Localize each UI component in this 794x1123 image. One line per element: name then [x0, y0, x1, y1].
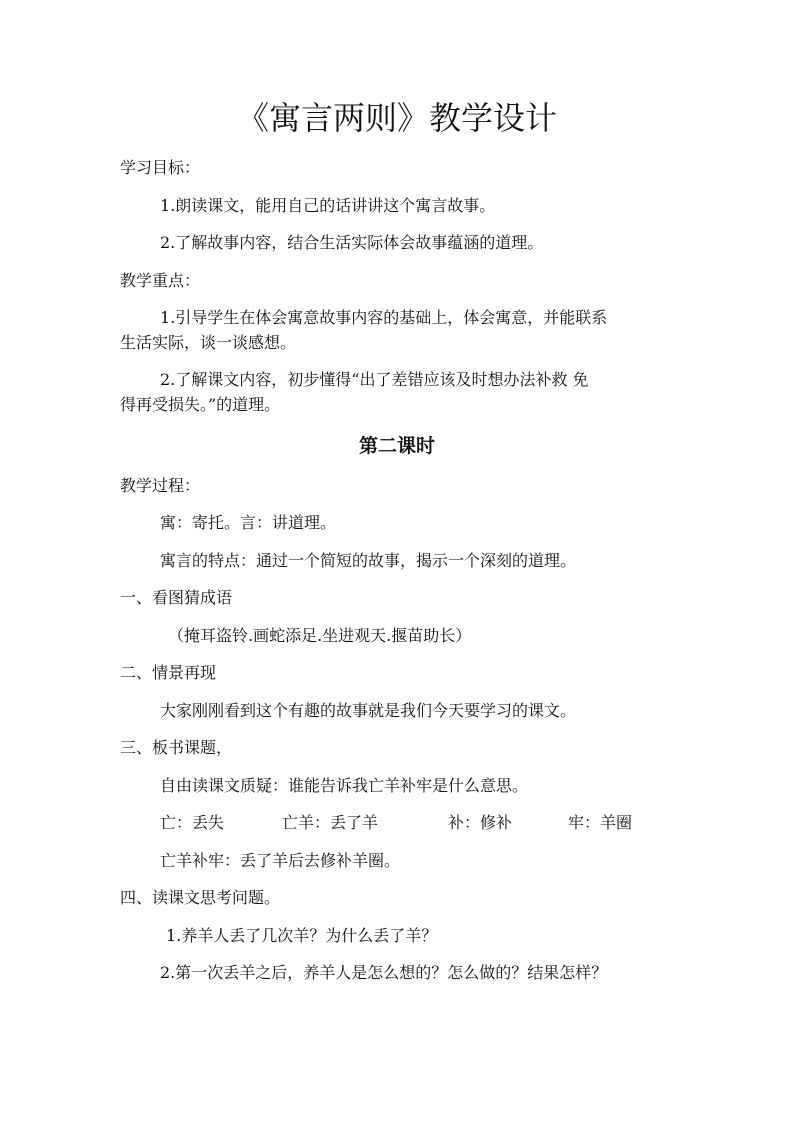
focus-item-1-line-2: 生活实际，谈一谈感想。: [120, 333, 297, 352]
section-3-heading: 三、板书课题，: [120, 738, 233, 757]
gloss-bu: 补：修补: [448, 813, 513, 832]
question-1: 1.养羊人丢了几次羊？为什么丢了羊？: [166, 926, 438, 945]
objectives-heading: 学习目标：: [120, 158, 201, 177]
fable-feature-line: 寓言的特点：通过一个简短的故事，揭示一个深刻的道理。: [160, 551, 577, 570]
gloss-line: [160, 811, 632, 835]
objective-item-2: 2.了解故事内容，结合生活实际体会故事蕴涵的道理。: [160, 233, 544, 252]
section-2-heading: 二、情景再现: [120, 663, 217, 682]
section-1-heading: 一、看图猜成语: [120, 588, 233, 607]
gloss-wangyang: 亡羊：丢了羊: [282, 813, 379, 832]
focus-item-1-line-1: 1.引导学生在体会寓意故事内容的基础上，体会寓意，并能联系: [160, 308, 608, 327]
section-2-text: 大家刚刚看到这个有趣的故事就是我们今天要学习的课文。: [160, 701, 577, 720]
question-2: 2.第一次丢羊之后，养羊人是怎么想的？怎么做的？结果怎样？: [160, 963, 608, 982]
document-title: 《寓言两则》教学设计: [236, 99, 557, 137]
gloss-lao: 牢：羊圈: [568, 813, 633, 832]
section-1-idioms: （掩耳盗铃.画蛇添足.坐进观天.揠苗助长）: [168, 626, 472, 645]
section-4-heading: 四、读课文思考问题。: [120, 888, 281, 907]
objective-item-1: 1.朗读课文，能用自己的话讲讲这个寓言故事。: [160, 196, 496, 215]
focus-heading: 教学重点：: [120, 271, 201, 290]
idiom-meaning-line: 亡羊补牢：丢了羊后去修补羊圈。: [160, 851, 401, 870]
process-heading: 教学过程：: [120, 476, 201, 495]
focus-item-2-line-1: 2.了解课文内容，初步懂得“出了差错应该及时想办法补救 免: [160, 370, 589, 389]
gloss-wang: 亡：丢失: [160, 813, 225, 832]
lesson-title: 第二课时: [358, 435, 435, 457]
focus-item-2-line-2: 得再受损失。”的道理。: [120, 395, 281, 414]
definition-line: 寓：寄托。言：讲道理。: [160, 513, 337, 532]
section-3-text: 自由读课文质疑：谁能告诉我亡羊补牢是什么意思。: [160, 776, 529, 795]
